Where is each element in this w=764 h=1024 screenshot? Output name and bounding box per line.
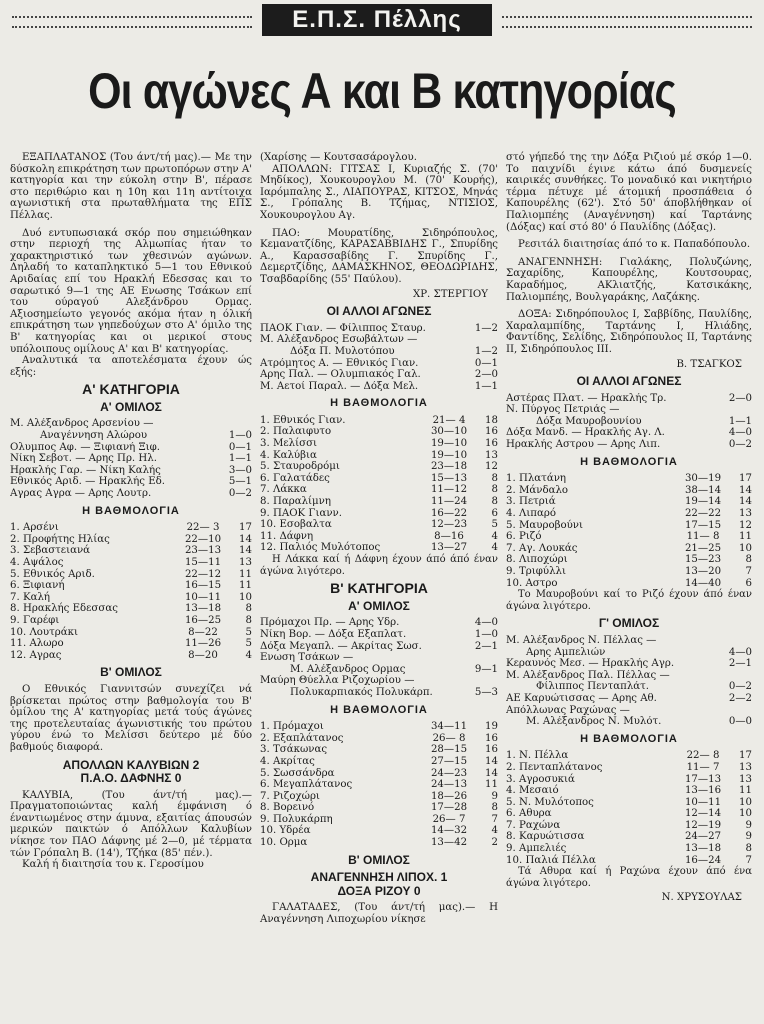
- standings-row: 12. Αγρας 8—20 4: [10, 649, 252, 661]
- standings-row: 2. Μάνδαλο 38—14 14: [506, 484, 752, 496]
- standings-row: 10. Εσοβαλτα 12—23 5: [260, 519, 498, 531]
- standings-row: 6. Μεγαπλάτανος 24—13 11: [260, 779, 498, 791]
- standings-row: 2. Παλαιφυτο 30—10 16: [260, 426, 498, 438]
- standings-row: 9. Γαρέφι 16—25 8: [10, 614, 252, 626]
- standings-row: 1. Εθνικός Γιαν. 21— 4 18: [260, 414, 498, 426]
- results-list: [260, 323, 498, 393]
- standings-row: 8. Παραλίμνη 11—24 8: [260, 496, 498, 508]
- result-row: Μ. Αλέξανδρος Αρσενίου —: [10, 418, 154, 430]
- standings-row: 2. Προφήτης Ηλίας 22—10 14: [10, 533, 252, 545]
- byline: ΧΡ. ΣΤΕΡΓΙΟΥ: [412, 288, 488, 300]
- category-heading: Α' ΚΑΤΗΓΟΡΙΑ: [82, 381, 180, 398]
- result-row: Δόξα Μανδ. — Ηρακλής Αγ. Λ. 4—0: [506, 427, 752, 439]
- match-title: ΑΠΟΛΛΩΝ ΚΑΛΥΒΙΩΝ 2: [62, 757, 200, 772]
- standings-row: 10. Λουτράκι 8—22 5: [10, 626, 252, 638]
- standings-row: 6. Ριζό 11— 8 11: [506, 531, 752, 543]
- result-row: Δόξα Π. Μυλοτόπου 1—2: [290, 345, 498, 357]
- standings-row: 7. Λάκκα 11—12 8: [260, 484, 498, 496]
- group-heading: Α' ΟΜΙΛΟΣ: [348, 598, 410, 613]
- standings-row: 10. Υδρέα 14—32 4: [260, 825, 498, 837]
- standings-row: 8. Λιποχώρι 15—23 8: [506, 554, 752, 566]
- result-row: Αναγέννηση Αλώρου 1—0: [40, 430, 252, 442]
- standings-row: 4. Λιπαρό 22—22 13: [506, 508, 752, 520]
- result-row: Μ. Αετοί Παραλ. — Δόξα Μελ. 1—1: [260, 380, 498, 392]
- standings-row: 7. Ριζοχώρι 18—26 9: [260, 790, 498, 802]
- standings-row: 4. Ακρίτας 27—15 14: [260, 755, 498, 767]
- result-row: Πολυκαρπιακός Πολυκάρπ. 5—3: [290, 686, 498, 698]
- result-row: Αγρας Αγρα — Αρης Λουτρ. 0—2: [10, 488, 252, 500]
- standings-table: [506, 473, 752, 589]
- result-row: Μ. Αλέξανδρος Παλ. Πέλλας —: [506, 669, 670, 681]
- standings-row: 7. Ραχώνα 12—19 9: [506, 819, 752, 831]
- standings-heading: Η ΒΑΘΜΟΛΟΓΙΑ: [580, 455, 678, 468]
- result-row: Μαύρη Θύελλα Ριζοχωρίου —: [260, 675, 415, 687]
- standings-row: 9. ΠΑΟΚ Γιανν. 16—22 6: [260, 507, 498, 519]
- section-heading: ΟΙ ΑΛΛΟΙ ΑΓΩΝΕΣ: [576, 374, 682, 389]
- group-heading: Β' ΟΜΙΛΟΣ: [348, 852, 410, 867]
- standings-row: 5. Ν. Μυλότοπος 10—11 10: [506, 796, 752, 808]
- section-tag: Ε.Π.Σ. Πέλλης: [262, 4, 492, 36]
- standings-row: 7. Καλή 10—11 10: [10, 591, 252, 603]
- byline: Ν. ΧΡΥΣΟΥΛΑΣ: [661, 892, 742, 904]
- result-row: Ν. Πύργος Πετριάς —: [506, 404, 620, 416]
- standings-row: 10. Ορμα 13—42 2: [260, 837, 498, 849]
- standings-row: 4. Αψάλος 15—11 13: [10, 557, 252, 568]
- group-heading: Γ' ΟΜΙΛΟΣ: [598, 616, 660, 631]
- standings-row: 3. Αγροσυκιά 17—13 13: [506, 773, 752, 785]
- standings-row: 10. Παλιά Πέλλα 16—24 7: [506, 854, 752, 866]
- result-row: ΑΕ Καρυώτισσας — Αρης Αθ. 2—2: [506, 692, 752, 704]
- paragraph: στό γήπεδό της την Δόξα Ριζιού μέ σκόρ 1—0. Το παιχνίδι έγινε κάτω άπό δυσμενείς καιρικές συνθήκες. Το μοναδικό και νικητήριο τέρμα πέτυχε μέ άτομική προσπάθεια ό Καπουρέλης (62'). Στό 50' άποβλήθηκαν οί Παλιομπέης (Αναγέννηση) καί Ταρτάνης (Δόξας) καί στό 80' ό Παυλίδης (Δόξας).: [506, 152, 752, 233]
- result-row: Ηρακλής Γαρ. — Νίκη Καλής 3—0: [10, 464, 252, 476]
- result-row: Φίλιππος Πενταπλάτ. 0—2: [536, 681, 752, 693]
- result-row: Νίκη Βορ. — Δόξα Εξαπλατ. 1—0: [260, 628, 498, 640]
- match-report: Καλή ή διαιτησία του κ. Γεροσίμου: [22, 859, 204, 871]
- column-2: [260, 152, 498, 926]
- match-title: ΑΝΑΓΕΝΝΗΣΗ ΛΙΠΟΧ. 1: [310, 870, 448, 885]
- standings-row: 12. Παλιός Μυλότοπος 13—27 4: [260, 542, 498, 554]
- standings-row: 8. Ηρακλής Εδεσσας 13—18 8: [10, 603, 252, 615]
- standings-row: 9. Τριφύλλι 13—20 7: [506, 566, 752, 577]
- standings-row: 3. Σεβαστειανά 23—13 14: [10, 545, 252, 557]
- standings-row: 3. Μελίσσι 19—10 16: [260, 438, 498, 450]
- result-row: Δόξα Μαυροβουνίου 1—1: [536, 415, 752, 427]
- lineup: ΔΟΞΑ: Σιδηρόπουλος Ι, Σαββίδης, Παυλίδης, Χαραλαμπίδης, Ταρτάνης Ι, Ηλιάδης, Φαντίδης, Σελίδης, Σιδηρόπουλος ΙΙ, Ταρτάνης ΙΙ, Σιδηρόπουλος ΙΙΙ.: [506, 309, 752, 355]
- result-row: Αρης Αμπελιών 4—0: [526, 646, 752, 658]
- result-row: Μ. Αλέξανδρος Εσωβάλτων —: [260, 334, 418, 346]
- standings-row: 5. Σταυροδρόμι 23—18 12: [260, 461, 498, 473]
- decorative-rule-right: [502, 16, 752, 28]
- paragraph: Ο Εθνικός Γιαννιτσών συνεχίζει νά βρίσκεται πρώτος στην βαθμολογία του Β' ὁμίλου της Α' κατηγορίας μετά τούς άγώνες της προτελευταίας άγωνιστικής του πρώτου γύρου ένώ το Μελίσσι δεύτερο μέ δύο βαθμούς διαφορά.: [10, 683, 252, 753]
- result-row: Ενωση Τσάκων —: [260, 652, 354, 664]
- group-heading: Β' ΟΜΙΛΟΣ: [100, 665, 162, 680]
- result-row: Πρόμαχοι Πρ. — Αρης Υδρ. 4—0: [260, 617, 498, 629]
- standings-table: [260, 721, 498, 849]
- standings-note: Τά Αθυρα καί ή Ραχώνα έχουν άπό ένα άγώνα λιγότερο.: [506, 866, 752, 889]
- result-row: ΠΑΟΚ Γιαν. — Φίλιππος Σταυρ. 1—2: [260, 322, 498, 334]
- lineup: ΑΠΟΛΛΩΝ: ΓΙΤΣΑΣ Ι, Κυριαζής Σ. (70' Μηδίκος), Χουκουρογλου Μ. (70' Κουρής), Ιαρόμπαλης Σ., ΛΙΑΠΟΥΡΑΣ, ΚΙΤΣΟΣ, Μηνάς Σ., Γρόπαλης Β. Τζήμας, ΝΤΙΣΙΟΣ, Χουκουρογλου Αγ.: [260, 163, 498, 221]
- decorative-rule-left: [12, 16, 252, 28]
- result-row: Ολυμπος Αφ. — Ξιφιανή Ξιφ. 0—1: [10, 441, 252, 453]
- standings-row: 5. Μαυροβούνι 17—15 12: [506, 519, 752, 531]
- standings-heading: Η ΒΑΘΜΟΛΟΓΙΑ: [580, 732, 678, 745]
- paragraph: Δυό εντυπωσιακά σκόρ που σημειώθηκαν στην περιοχή της Αλμωπίας ήταν το χαρακτηριστικό των χθεσινών αγώνων. Δηλαδή το καταπληκτικό 5—1 του Εθνικού Αριδαίας επί του Ηρακλή Εδεσσας και το σαρωτικό 9—1 της ΑΕ Ενωσης Τσάκων επί του ούραγού Αλεξάνδρου Ορμας. Αξιοσημείωτο γεγονός ακόμα ήταν η όλική επικράτηση των γηπεδούχων στο Α' όμιλο της Β' κατηγορίας και οι μερικοί στους υπόλοιπους ομίλους Α' και Β' κατηγορίας.: [10, 227, 252, 355]
- standings-row: 8. Βορεινό 17—28 8: [260, 802, 498, 814]
- paragraph: Αναλυτικά τα αποτελέσματα έχουν ώς εξής:: [10, 355, 252, 378]
- standings-row: 1. Αρσένι 22— 3 17: [10, 522, 252, 534]
- standings-row: 8. Καρυώτισσα 24—27 9: [506, 831, 752, 843]
- headline: Οι αγώνες Α και Β κατηγορίας: [88, 63, 676, 119]
- column-3: [506, 152, 752, 906]
- standings-table: [506, 750, 752, 866]
- standings-row: 6. Αθυρα 12—14 10: [506, 808, 752, 820]
- standings-heading: Η ΒΑΘΜΟΛΟΓΙΑ: [330, 703, 428, 716]
- results-list: [506, 393, 752, 451]
- standings-table: [260, 415, 498, 554]
- lineup: ΑΝΑΓΕΝΝΗΣΗ: Γιαλάκης, Πολυζώνης, Σαχαρίδης, Καπουρέλης, Κουτσουρας, Καραδήμος, ΑΚλιατζής, Κατσικάκης, Παλιομπέης, Βουλγαράκης, Λαζάκης.: [506, 256, 752, 303]
- intro-paragraph: ΕΞΑΠΛΑΤΑΝΟΣ (Του άντ/τή μας).— Με την δύσκολη επικράτηση των πρωτοπόρων στην Α' κατηγορία και την εύκολη στην Β', πέρασε στο περιθώριο και η 10η και 11η αντίτοιχα αγωνιστική στα πρωταθλήματα της ΕΠΣ Πέλλας.: [10, 152, 252, 221]
- section-heading: ΟΙ ΑΛΛΟΙ ΑΓΩΝΕΣ: [326, 304, 432, 319]
- standings-row: 3. Τσάκωνας 28—15 16: [260, 744, 498, 756]
- result-row: Νίκη Σεβοτ. — Αρης Πρ. Ηλ. 1—1: [10, 453, 252, 465]
- standings-row: 11. Δάφνη 8—16 4: [260, 530, 498, 542]
- match-report: ΓΑΛΑΤΑΔΕΣ, (Του άντ/τή μας).— Η Αναγέννηση Λιποχωρίου νίκησε: [260, 902, 498, 926]
- result-row: Κεραυνός Μεσ. — Ηρακλής Αγρ. 2—1: [506, 658, 752, 670]
- match-report: ΚΑΛΥΒΙΑ, (Του άντ/τή μας).— Πραγματοποιώντας καλή έμφάνιση ό έναντιωμένος στην άμυνα, εξαιτίας άπουσών μερικών παικτών ό Απόλλων Καλυβίων νίκησε τον ΠΑΟ Δάφνης μέ 2—0, μέ τέρματα τών Γρόπαλη Β. (14'), Τζήκα (85' πέν.).: [10, 789, 252, 859]
- standings-row: 5. Εθνικός Αριδ. 22—12 11: [10, 568, 252, 580]
- standings-row: 4. Καλύβια 19—10 13: [260, 449, 498, 461]
- result-row: Ηρακλής Αστρου — Αρης Λιπ. 0—2: [506, 439, 752, 451]
- standings-row: 9. Πολυκάρπη 26— 7 7: [260, 813, 498, 825]
- result-row: Μ. Αλέξανδρος Ν. Μυλότ. 0—0: [526, 716, 752, 728]
- result-row: Δόξα Μεγαπλ. — Ακρίτας Σωσ. 2—1: [260, 640, 498, 652]
- results-list: [260, 617, 498, 698]
- standings-row: 6. Ξιφιανή 16—15 11: [10, 580, 252, 592]
- standings-heading: Η ΒΑΘΜΟΛΟΓΙΑ: [82, 504, 180, 517]
- standings-row: 6. Γαλατάδες 15—13 8: [260, 472, 498, 484]
- standings-row: 2. Εξαπλάτανος 26— 8 16: [260, 732, 498, 744]
- standings-row: 4. Μεσαιό 13—16 11: [506, 785, 752, 797]
- result-row: Ατρόμητος Α. — Εθνικός Γιαν. 0—1: [260, 357, 498, 369]
- standings-row: 2. Πενταπλάτανος 11— 7 13: [506, 761, 752, 773]
- results-list: [10, 418, 252, 499]
- column-1: [10, 152, 252, 871]
- standings-row: 3. Πετριά 19—14 14: [506, 496, 752, 508]
- paragraph: (Χαρίσης — Κουτσασάρογλου.: [260, 152, 417, 163]
- results-list: [506, 635, 752, 728]
- standings-row: 5. Σωσσάνδρα 24—23 14: [260, 767, 498, 779]
- byline: Β. ΤΣΑΓΚΟΣ: [676, 358, 742, 370]
- standings-row: 1. Πρόμαχοι 34—11 19: [260, 721, 498, 733]
- standings-heading: Η ΒΑΘΜΟΛΟΓΙΑ: [330, 397, 428, 410]
- category-heading: Β' ΚΑΤΗΓΟΡΙΑ: [330, 580, 428, 597]
- standings-row: 1. Ν. Πέλλα 22— 8 17: [506, 750, 752, 762]
- standings-row: 10. Αστρο 14—40 6: [506, 577, 752, 589]
- result-row: Μ. Αλέξανδρος Ν. Πέλλας —: [506, 634, 657, 646]
- lineup: ΠΑΟ: Μουρατίδης, Σιδηρόπουλος, Κεμανατζίδης, ΚΑΡΑΣΑΒΒΙΔΗΣ Γ., Σπυρίδης Α., Καρασσαβίδης Γ. Σπυρίδης Γ., Δεμερτζίδης, ΔΑΜΑΣΚΗΝΟΣ, ΘΕΟΔΩΡΙΔΗΣ, Τσαβδαρίδης (55' Παύλου).: [260, 227, 498, 285]
- match-title: Π.Α.Ο. ΔΑΦΝΗΣ 0: [80, 771, 182, 786]
- standings-row: 7. Αγ. Λουκάς 21—25 10: [506, 542, 752, 554]
- standings-note: Η Λάκκα καί ή Δάφνη έχουν άπό άπό έναν άγώνα λιγότερο.: [260, 554, 498, 577]
- standings-row: 1. Πλατάνη 30—19 17: [506, 473, 752, 485]
- result-row: Αστέρας Πλατ. — Ηρακλής Τρ. 2—0: [506, 392, 752, 404]
- standings-note: Το Μαυροβούνι καί το Ριζό έχουν άπό έναν άγώνα λιγότερο.: [506, 589, 752, 612]
- standings-table: [10, 522, 252, 661]
- result-row: Εθνικός Αριδ. — Ηρακλής Εδ. 5—1: [10, 476, 252, 488]
- group-heading: Α' ΟΜΙΛΟΣ: [100, 399, 162, 414]
- standings-row: 11. Αλωρο 11—26 5: [10, 638, 252, 650]
- result-row: Απόλλωνας Ραχώνας —: [506, 704, 630, 716]
- result-row: Μ. Αλέξανδρος Ορμας 9—1: [290, 663, 498, 675]
- match-title: ΔΟΞΑ ΡΙΖΟΥ 0: [337, 883, 421, 898]
- result-row: Αρης Παλ. — Ολυμπιακός Γαλ. 2—0: [260, 369, 498, 381]
- paragraph: Ρεσιτάλ διαιτησίας άπό το κ. Παπαδόπουλο.: [518, 239, 751, 251]
- standings-row: 9. Αμπελιές 13—18 8: [506, 843, 752, 855]
